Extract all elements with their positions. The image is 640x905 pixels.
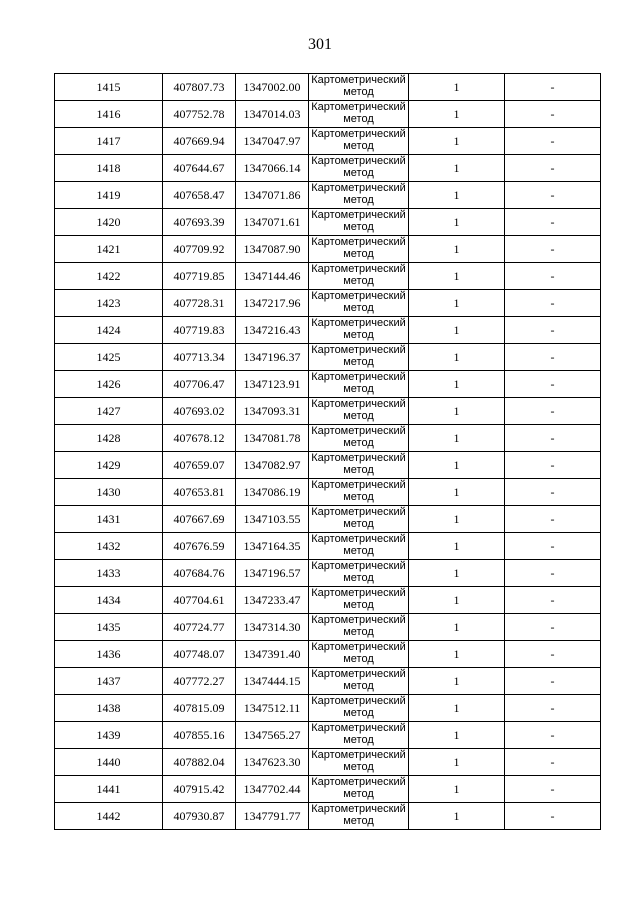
method-line-1: Картометрический xyxy=(311,182,406,194)
table-row xyxy=(55,101,601,128)
note-cell: - xyxy=(505,722,601,749)
y-coordinate-cell: 1347565.27 xyxy=(236,722,309,749)
method-line-1: Картометрический xyxy=(311,722,406,734)
method-line-1: Картометрический xyxy=(311,803,406,815)
y-coordinate-cell: 1347087.90 xyxy=(236,236,309,263)
x-coordinate-cell: 407748.07 xyxy=(163,641,236,668)
method-cell xyxy=(309,263,409,290)
method-line-1: Картометрический xyxy=(311,344,406,356)
table-row xyxy=(55,371,601,398)
x-coordinate-cell: 407882.04 xyxy=(163,749,236,776)
y-coordinate-cell: 1347314.30 xyxy=(236,614,309,641)
table-row xyxy=(55,182,601,209)
x-coordinate-cell: 407659.07 xyxy=(163,452,236,479)
method-cell xyxy=(309,749,409,776)
x-coordinate-cell: 407752.78 xyxy=(163,101,236,128)
method-cell xyxy=(309,209,409,236)
point-number-cell: 1439 xyxy=(55,722,163,749)
point-number-cell: 1435 xyxy=(55,614,163,641)
point-number-cell: 1432 xyxy=(55,533,163,560)
table-row xyxy=(55,587,601,614)
note-cell: - xyxy=(505,425,601,452)
note-cell: - xyxy=(505,506,601,533)
accuracy-cell: 1 xyxy=(409,182,505,209)
note-cell: - xyxy=(505,128,601,155)
accuracy-cell: 1 xyxy=(409,317,505,344)
method-line-2: метод xyxy=(343,302,374,314)
y-coordinate-cell: 1347093.31 xyxy=(236,398,309,425)
method-line-2: метод xyxy=(343,167,374,179)
x-coordinate-cell: 407676.59 xyxy=(163,533,236,560)
method-line-1: Картометрический xyxy=(311,614,406,626)
point-number-cell: 1438 xyxy=(55,695,163,722)
accuracy-cell: 1 xyxy=(409,776,505,803)
note-cell: - xyxy=(505,236,601,263)
method-line-1: Картометрический xyxy=(311,587,406,599)
accuracy-cell: 1 xyxy=(409,344,505,371)
method-line-2: метод xyxy=(343,329,374,341)
method-line-2: метод xyxy=(343,248,374,260)
y-coordinate-cell: 1347217.96 xyxy=(236,290,309,317)
y-coordinate-cell: 1347512.11 xyxy=(236,695,309,722)
method-line-1: Картометрический xyxy=(311,695,406,707)
method-cell xyxy=(309,803,409,830)
note-cell: - xyxy=(505,344,601,371)
method-cell xyxy=(309,614,409,641)
method-line-2: метод xyxy=(343,680,374,692)
method-line-1: Картометрический xyxy=(311,560,406,572)
note-cell: - xyxy=(505,209,601,236)
method-line-2: метод xyxy=(343,86,374,98)
point-number-cell: 1422 xyxy=(55,263,163,290)
point-number-cell: 1430 xyxy=(55,479,163,506)
y-coordinate-cell: 1347081.78 xyxy=(236,425,309,452)
method-line-1: Картометрический xyxy=(311,263,406,275)
y-coordinate-cell: 1347196.37 xyxy=(236,344,309,371)
point-number-cell: 1431 xyxy=(55,506,163,533)
point-number-cell: 1416 xyxy=(55,101,163,128)
method-line-2: метод xyxy=(343,194,374,206)
note-cell: - xyxy=(505,290,601,317)
method-line-2: метод xyxy=(343,707,374,719)
accuracy-cell: 1 xyxy=(409,668,505,695)
method-cell xyxy=(309,74,409,101)
accuracy-cell: 1 xyxy=(409,695,505,722)
x-coordinate-cell: 407678.12 xyxy=(163,425,236,452)
table-row xyxy=(55,74,601,101)
method-cell xyxy=(309,101,409,128)
x-coordinate-cell: 407915.42 xyxy=(163,776,236,803)
accuracy-cell: 1 xyxy=(409,560,505,587)
method-line-1: Картометрический xyxy=(311,209,406,221)
note-cell: - xyxy=(505,776,601,803)
x-coordinate-cell: 407719.85 xyxy=(163,263,236,290)
note-cell: - xyxy=(505,560,601,587)
x-coordinate-cell: 407724.77 xyxy=(163,614,236,641)
method-cell xyxy=(309,722,409,749)
method-line-1: Картометрический xyxy=(311,479,406,491)
y-coordinate-cell: 1347071.86 xyxy=(236,182,309,209)
x-coordinate-cell: 407693.39 xyxy=(163,209,236,236)
x-coordinate-cell: 407658.47 xyxy=(163,182,236,209)
y-coordinate-cell: 1347066.14 xyxy=(236,155,309,182)
method-line-1: Картометрический xyxy=(311,641,406,653)
method-cell xyxy=(309,641,409,668)
method-cell xyxy=(309,587,409,614)
table-row xyxy=(55,263,601,290)
method-line-1: Картометрический xyxy=(311,290,406,302)
method-cell xyxy=(309,776,409,803)
method-line-1: Картометрический xyxy=(311,776,406,788)
method-line-1: Картометрический xyxy=(311,371,406,383)
table-row xyxy=(55,155,601,182)
point-number-cell: 1437 xyxy=(55,668,163,695)
x-coordinate-cell: 407684.76 xyxy=(163,560,236,587)
method-line-2: метод xyxy=(343,599,374,611)
x-coordinate-cell: 407653.81 xyxy=(163,479,236,506)
method-line-2: метод xyxy=(343,653,374,665)
note-cell: - xyxy=(505,452,601,479)
accuracy-cell: 1 xyxy=(409,74,505,101)
method-cell xyxy=(309,128,409,155)
method-cell xyxy=(309,371,409,398)
table-row xyxy=(55,425,601,452)
coordinates-table-body xyxy=(55,74,601,830)
note-cell: - xyxy=(505,668,601,695)
accuracy-cell: 1 xyxy=(409,533,505,560)
table-row xyxy=(55,128,601,155)
y-coordinate-cell: 1347702.44 xyxy=(236,776,309,803)
method-cell xyxy=(309,344,409,371)
method-cell xyxy=(309,506,409,533)
accuracy-cell: 1 xyxy=(409,290,505,317)
note-cell: - xyxy=(505,398,601,425)
table-row xyxy=(55,317,601,344)
accuracy-cell: 1 xyxy=(409,614,505,641)
y-coordinate-cell: 1347444.15 xyxy=(236,668,309,695)
method-cell xyxy=(309,182,409,209)
note-cell: - xyxy=(505,101,601,128)
method-cell xyxy=(309,236,409,263)
note-cell: - xyxy=(505,263,601,290)
method-line-2: метод xyxy=(343,275,374,287)
table-row xyxy=(55,398,601,425)
method-line-2: метод xyxy=(343,788,374,800)
note-cell: - xyxy=(505,182,601,209)
y-coordinate-cell: 1347086.19 xyxy=(236,479,309,506)
coordinates-table xyxy=(54,73,601,830)
point-number-cell: 1419 xyxy=(55,182,163,209)
table-row xyxy=(55,290,601,317)
method-line-2: метод xyxy=(343,545,374,557)
method-cell xyxy=(309,668,409,695)
method-cell xyxy=(309,425,409,452)
x-coordinate-cell: 407706.47 xyxy=(163,371,236,398)
method-line-1: Картометрический xyxy=(311,452,406,464)
note-cell: - xyxy=(505,803,601,830)
method-line-1: Картометрический xyxy=(311,668,406,680)
y-coordinate-cell: 1347103.55 xyxy=(236,506,309,533)
x-coordinate-cell: 407669.94 xyxy=(163,128,236,155)
point-number-cell: 1425 xyxy=(55,344,163,371)
x-coordinate-cell: 407728.31 xyxy=(163,290,236,317)
y-coordinate-cell: 1347123.91 xyxy=(236,371,309,398)
point-number-cell: 1433 xyxy=(55,560,163,587)
accuracy-cell: 1 xyxy=(409,155,505,182)
point-number-cell: 1424 xyxy=(55,317,163,344)
y-coordinate-cell: 1347014.03 xyxy=(236,101,309,128)
method-cell xyxy=(309,290,409,317)
x-coordinate-cell: 407930.87 xyxy=(163,803,236,830)
accuracy-cell: 1 xyxy=(409,101,505,128)
method-cell xyxy=(309,479,409,506)
method-line-2: метод xyxy=(343,626,374,638)
method-cell xyxy=(309,695,409,722)
point-number-cell: 1418 xyxy=(55,155,163,182)
x-coordinate-cell: 407709.92 xyxy=(163,236,236,263)
table-row xyxy=(55,614,601,641)
x-coordinate-cell: 407855.16 xyxy=(163,722,236,749)
table-row xyxy=(55,776,601,803)
table-row xyxy=(55,722,601,749)
y-coordinate-cell: 1347216.43 xyxy=(236,317,309,344)
note-cell: - xyxy=(505,749,601,776)
y-coordinate-cell: 1347233.47 xyxy=(236,587,309,614)
note-cell: - xyxy=(505,74,601,101)
method-line-2: метод xyxy=(343,734,374,746)
note-cell: - xyxy=(505,371,601,398)
accuracy-cell: 1 xyxy=(409,479,505,506)
table-row xyxy=(55,803,601,830)
method-cell xyxy=(309,398,409,425)
method-line-1: Картометрический xyxy=(311,236,406,248)
note-cell: - xyxy=(505,587,601,614)
page-number: 301 xyxy=(308,36,332,53)
point-number-cell: 1420 xyxy=(55,209,163,236)
accuracy-cell: 1 xyxy=(409,749,505,776)
accuracy-cell: 1 xyxy=(409,452,505,479)
accuracy-cell: 1 xyxy=(409,722,505,749)
note-cell: - xyxy=(505,614,601,641)
y-coordinate-cell: 1347623.30 xyxy=(236,749,309,776)
accuracy-cell: 1 xyxy=(409,128,505,155)
accuracy-cell: 1 xyxy=(409,263,505,290)
method-line-1: Картометрический xyxy=(311,128,406,140)
accuracy-cell: 1 xyxy=(409,425,505,452)
x-coordinate-cell: 407815.09 xyxy=(163,695,236,722)
note-cell: - xyxy=(505,155,601,182)
table-row xyxy=(55,236,601,263)
accuracy-cell: 1 xyxy=(409,506,505,533)
y-coordinate-cell: 1347047.97 xyxy=(236,128,309,155)
point-number-cell: 1442 xyxy=(55,803,163,830)
note-cell: - xyxy=(505,317,601,344)
method-line-1: Картометрический xyxy=(311,74,406,86)
table-row xyxy=(55,533,601,560)
accuracy-cell: 1 xyxy=(409,398,505,425)
table-row xyxy=(55,695,601,722)
table-row xyxy=(55,209,601,236)
table-row xyxy=(55,479,601,506)
note-cell: - xyxy=(505,695,601,722)
table-row xyxy=(55,668,601,695)
table-row xyxy=(55,452,601,479)
method-cell xyxy=(309,155,409,182)
method-line-2: метод xyxy=(343,464,374,476)
note-cell: - xyxy=(505,479,601,506)
point-number-cell: 1427 xyxy=(55,398,163,425)
method-line-2: метод xyxy=(343,437,374,449)
x-coordinate-cell: 407644.67 xyxy=(163,155,236,182)
accuracy-cell: 1 xyxy=(409,209,505,236)
method-line-1: Картометрический xyxy=(311,317,406,329)
point-number-cell: 1421 xyxy=(55,236,163,263)
point-number-cell: 1429 xyxy=(55,452,163,479)
accuracy-cell: 1 xyxy=(409,587,505,614)
method-line-2: метод xyxy=(343,140,374,152)
x-coordinate-cell: 407772.27 xyxy=(163,668,236,695)
point-number-cell: 1436 xyxy=(55,641,163,668)
method-line-2: метод xyxy=(343,572,374,584)
point-number-cell: 1428 xyxy=(55,425,163,452)
method-cell xyxy=(309,317,409,344)
method-line-1: Картометрический xyxy=(311,398,406,410)
x-coordinate-cell: 407807.73 xyxy=(163,74,236,101)
note-cell: - xyxy=(505,641,601,668)
point-number-cell: 1415 xyxy=(55,74,163,101)
method-line-2: метод xyxy=(343,761,374,773)
table-row xyxy=(55,749,601,776)
x-coordinate-cell: 407713.34 xyxy=(163,344,236,371)
x-coordinate-cell: 407667.69 xyxy=(163,506,236,533)
note-cell: - xyxy=(505,533,601,560)
y-coordinate-cell: 1347391.40 xyxy=(236,641,309,668)
point-number-cell: 1440 xyxy=(55,749,163,776)
table-row xyxy=(55,641,601,668)
point-number-cell: 1423 xyxy=(55,290,163,317)
method-line-1: Картометрический xyxy=(311,155,406,167)
method-line-2: метод xyxy=(343,383,374,395)
x-coordinate-cell: 407719.83 xyxy=(163,317,236,344)
y-coordinate-cell: 1347164.35 xyxy=(236,533,309,560)
method-line-2: метод xyxy=(343,113,374,125)
y-coordinate-cell: 1347144.46 xyxy=(236,263,309,290)
method-cell xyxy=(309,452,409,479)
x-coordinate-cell: 407704.61 xyxy=(163,587,236,614)
method-line-1: Картометрический xyxy=(311,533,406,545)
y-coordinate-cell: 1347082.97 xyxy=(236,452,309,479)
method-line-1: Картометрический xyxy=(311,749,406,761)
accuracy-cell: 1 xyxy=(409,371,505,398)
method-line-2: метод xyxy=(343,356,374,368)
y-coordinate-cell: 1347196.57 xyxy=(236,560,309,587)
accuracy-cell: 1 xyxy=(409,641,505,668)
method-line-1: Картометрический xyxy=(311,425,406,437)
point-number-cell: 1441 xyxy=(55,776,163,803)
x-coordinate-cell: 407693.02 xyxy=(163,398,236,425)
point-number-cell: 1417 xyxy=(55,128,163,155)
method-line-1: Картометрический xyxy=(311,101,406,113)
method-line-1: Картометрический xyxy=(311,506,406,518)
method-line-2: метод xyxy=(343,491,374,503)
point-number-cell: 1434 xyxy=(55,587,163,614)
point-number-cell: 1426 xyxy=(55,371,163,398)
method-line-2: метод xyxy=(343,518,374,530)
method-cell xyxy=(309,560,409,587)
accuracy-cell: 1 xyxy=(409,803,505,830)
y-coordinate-cell: 1347002.00 xyxy=(236,74,309,101)
y-coordinate-cell: 1347791.77 xyxy=(236,803,309,830)
table-row xyxy=(55,506,601,533)
method-line-2: метод xyxy=(343,221,374,233)
accuracy-cell: 1 xyxy=(409,236,505,263)
table-row xyxy=(55,560,601,587)
y-coordinate-cell: 1347071.61 xyxy=(236,209,309,236)
table-row xyxy=(55,344,601,371)
method-line-2: метод xyxy=(343,815,374,827)
method-line-2: метод xyxy=(343,410,374,422)
method-cell xyxy=(309,533,409,560)
